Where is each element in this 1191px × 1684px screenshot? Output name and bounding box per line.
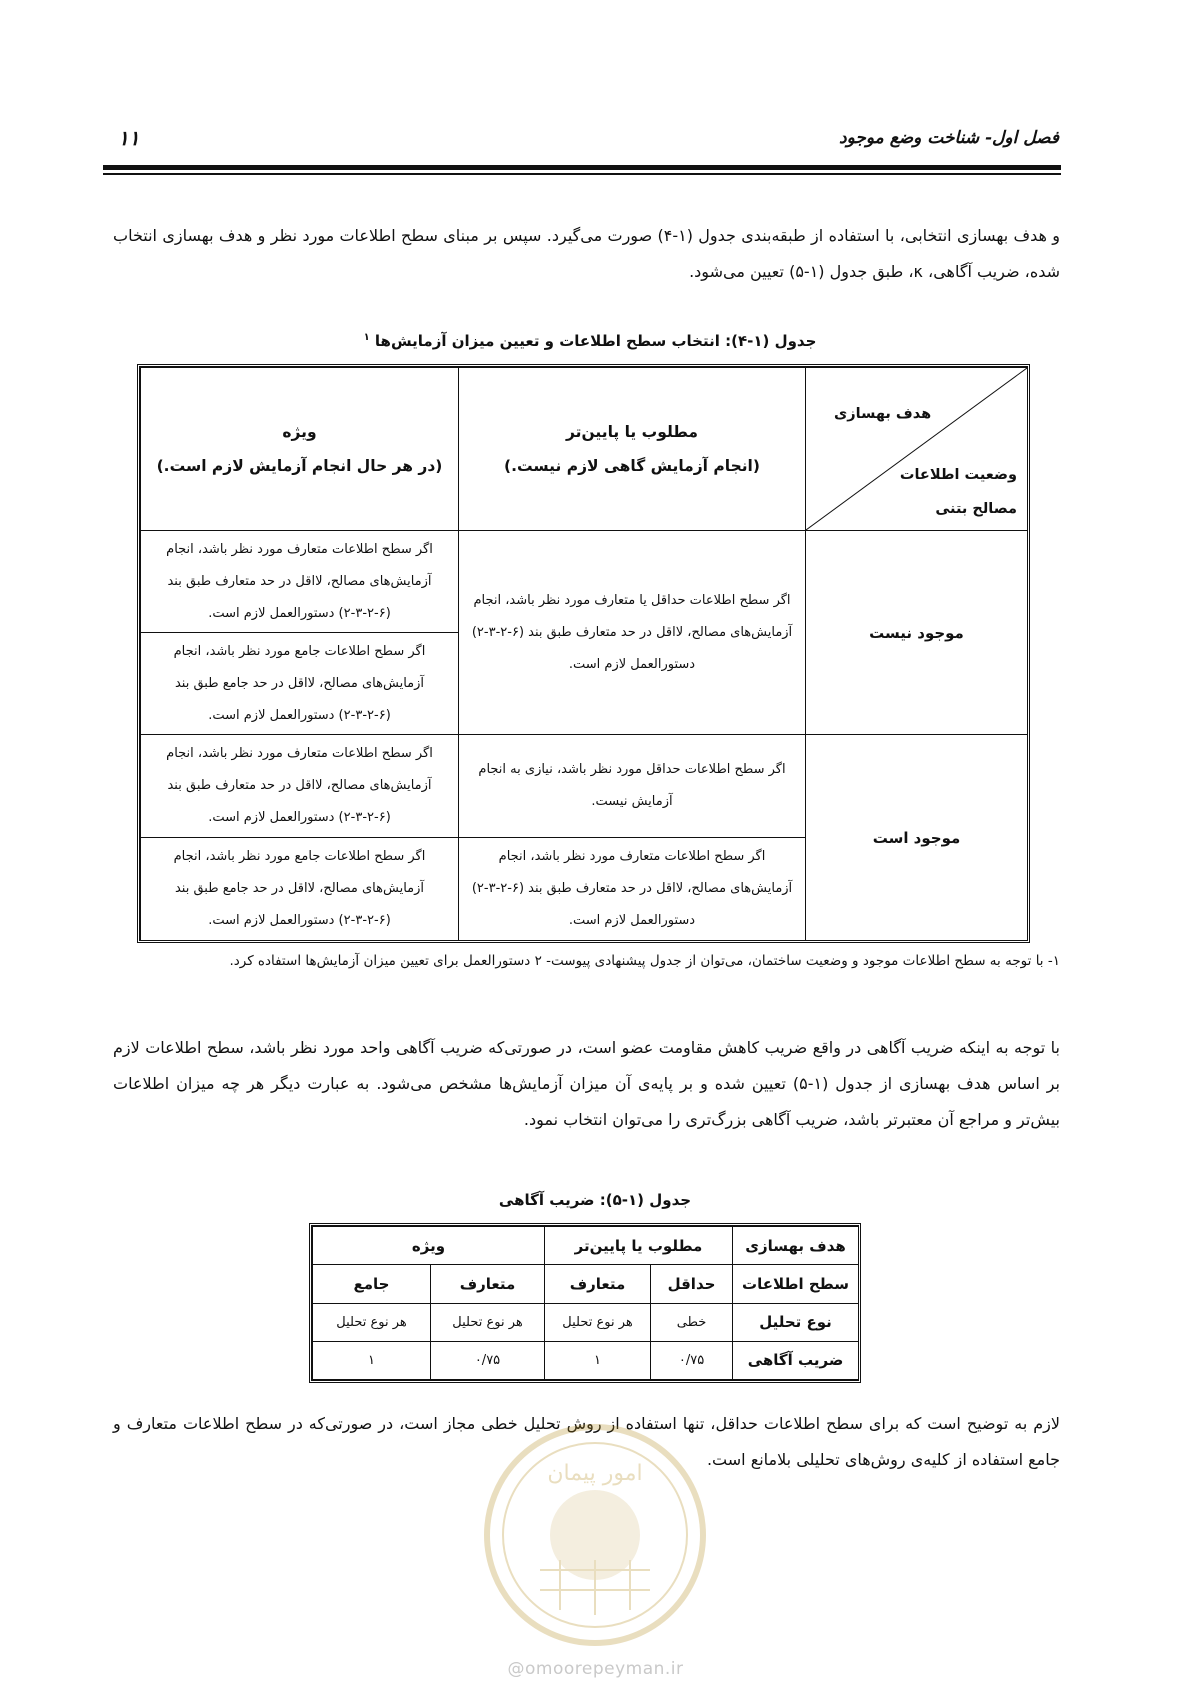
table1-col-special: [141, 368, 459, 531]
t2-factor-min: ۰/۷۵: [651, 1341, 733, 1379]
cell-r1-desired: اگر سطح اطلاعات حداقل یا متعارف مورد نظر باشد، انجام آزمایش‌های مصالح، لااقل در حد متعارف طبق بند (۶-۲-۳-۲) دستورالعمل لازم است.: [459, 531, 806, 735]
paragraph-intro: و هدف بهسازی انتخابی، با استفاده از طبقه‌بندی جدول (۱-۴) صورت می‌گیرد. سپس بر مبنای سطح اطلاعات مورد نظر و هدف بهسازی انتخاب شده، ضریب آگاهی، κ، طبق جدول (۱-۵) تعیین می‌شود.: [113, 226, 1060, 281]
paragraph-knowledge-factor: با توجه به اینکه ضریب آگاهی در واقع ضریب کاهش مقاومت عضو است، در صورتی‌که ضریب آگاهی واحد مورد نظر باشد، سطح اطلاعات لازم بر اساس هدف بهسازی از جدول (۱-۵) تعیین شده و بر پایه‌ی آن میزان آزمایش‌ها مشخص می‌شود. به عبارت دیگر هر چه میزان اطلاعات بیش‌تر و مراجع آن معتبرتر باشد، ضریب آگاهی بزرگ‌تری را می‌توان انتخاب نمود.: [113, 1038, 1060, 1129]
t2-analysis-any-3: هر نوع تحلیل: [313, 1303, 431, 1341]
footnote: ۱- با توجه به سطح اطلاعات موجود و وضعیت ساختمان، می‌توان از جدول پیشنهادی پیوست- ۲ دستورالعمل برای تعیین میزان آزمایش‌ها استفاده کرد.: [229, 953, 1060, 969]
t2-analysis-linear: خطی: [651, 1303, 733, 1341]
t2-level-comp: جامع: [313, 1265, 431, 1303]
cell-r1b-special: اگر سطح اطلاعات جامع مورد نظر باشد، انجام آزمایش‌های مصالح، لااقل در حد جامع طبق بند (۶-۲-۳-۲) دستورالعمل لازم است.: [141, 633, 459, 735]
table1-col-desired: [459, 368, 806, 531]
header-rule-thin: [103, 173, 1061, 175]
paragraph-analysis-note: لازم به توضیح است که برای سطح اطلاعات حداقل، تنها استفاده از روش تحلیل خطی مجاز است، در صورتی‌که در سطح اطلاعات متعارف و جامع استفاده از کلیه‌ی روش‌های تحلیلی بلامانع است.: [113, 1414, 1060, 1469]
row-available: موجود است: [806, 735, 1028, 941]
table1-caption-text: جدول (۱-۴): انتخاب سطح اطلاعات و تعیین میزان آزمایش‌ها: [374, 332, 817, 350]
col-special-title: ویژه: [282, 423, 317, 441]
header-rule-thick: [103, 165, 1061, 170]
t2-factor-conv-special: ۰/۷۵: [431, 1341, 545, 1379]
cell-r2a-desired: اگر سطح اطلاعات حداقل مورد نظر باشد، نیازی به انجام آزمایش نیست.: [459, 735, 806, 838]
t2-level-header: سطح اطلاعات: [733, 1265, 859, 1303]
table1-corner-header: [806, 368, 1028, 531]
cell-r1a-special: اگر سطح اطلاعات متعارف مورد نظر باشد، انجام آزمایش‌های مصالح، لااقل در حد متعارف طبق بند (۶-۲-۳-۲) دستورالعمل لازم است.: [141, 531, 459, 633]
t2-goal-header: هدف بهسازی: [733, 1227, 859, 1265]
watermark-url: @omoorepeyman.ir: [507, 1659, 684, 1679]
knowledge-factor-table: [309, 1223, 861, 1383]
cell-r2b-special: اگر سطح اطلاعات جامع مورد نظر باشد، انجام آزمایش‌های مصالح، لااقل در حد جامع طبق بند (۶-۲-۳-۲) دستورالعمل لازم است.: [141, 838, 459, 941]
corner-info-line1: وضعیت اطلاعات: [899, 467, 1017, 483]
t2-level-conv-special: متعارف: [431, 1265, 545, 1303]
row-not-available: موجود نیست: [806, 531, 1028, 735]
page-number: ۱۱: [118, 126, 140, 150]
table1-footnote-mark: ۱: [363, 332, 370, 343]
col-special-sub: (در هر حال انجام آزمایش لازم است.): [156, 457, 443, 475]
t2-level-conv: متعارف: [545, 1265, 651, 1303]
corner-goal-label: هدف بهسازی: [834, 406, 932, 422]
svg-text:امور پیمان: امور پیمان: [547, 1461, 643, 1486]
t2-level-min: حداقل: [651, 1265, 733, 1303]
t2-factor-header: ضریب آگاهی: [733, 1341, 859, 1379]
t2-analysis-header: نوع تحلیل: [733, 1303, 859, 1341]
table1-caption: [360, 332, 820, 350]
chapter-title: فصل اول- شناخت وضع موجود: [839, 128, 1059, 148]
corner-info-line2: مصالح بتنی: [935, 501, 1017, 517]
t2-special-header: ویژه: [313, 1227, 545, 1265]
t2-analysis-any-2: هر نوع تحلیل: [431, 1303, 545, 1341]
col-desired-title: مطلوب یا پایین‌تر: [566, 423, 698, 441]
t2-factor-conv: ۱: [545, 1341, 651, 1379]
watermark-logo: [480, 1420, 710, 1650]
corner-info-label: [900, 458, 1017, 526]
knowledge-level-table: [137, 364, 1030, 943]
t2-factor-comp: ۱: [313, 1341, 431, 1379]
col-desired-sub: (انجام آزمایش گاهی لازم نیست.): [504, 457, 760, 475]
cell-r2b-desired: اگر سطح اطلاعات متعارف مورد نظر باشد، انجام آزمایش‌های مصالح، لااقل در حد متعارف طبق بند (۶-۲-۳-۲) دستورالعمل لازم است.: [459, 838, 806, 941]
cell-r2a-special: اگر سطح اطلاعات متعارف مورد نظر باشد، انجام آزمایش‌های مصالح، لااقل در حد متعارف طبق بند (۶-۲-۳-۲) دستورالعمل لازم است.: [141, 735, 459, 838]
t2-desired-header: مطلوب یا پایین‌تر: [545, 1227, 733, 1265]
t2-analysis-any-1: هر نوع تحلیل: [545, 1303, 651, 1341]
table2-caption: جدول (۱-۵): ضریب آگاهی: [498, 1191, 692, 1209]
